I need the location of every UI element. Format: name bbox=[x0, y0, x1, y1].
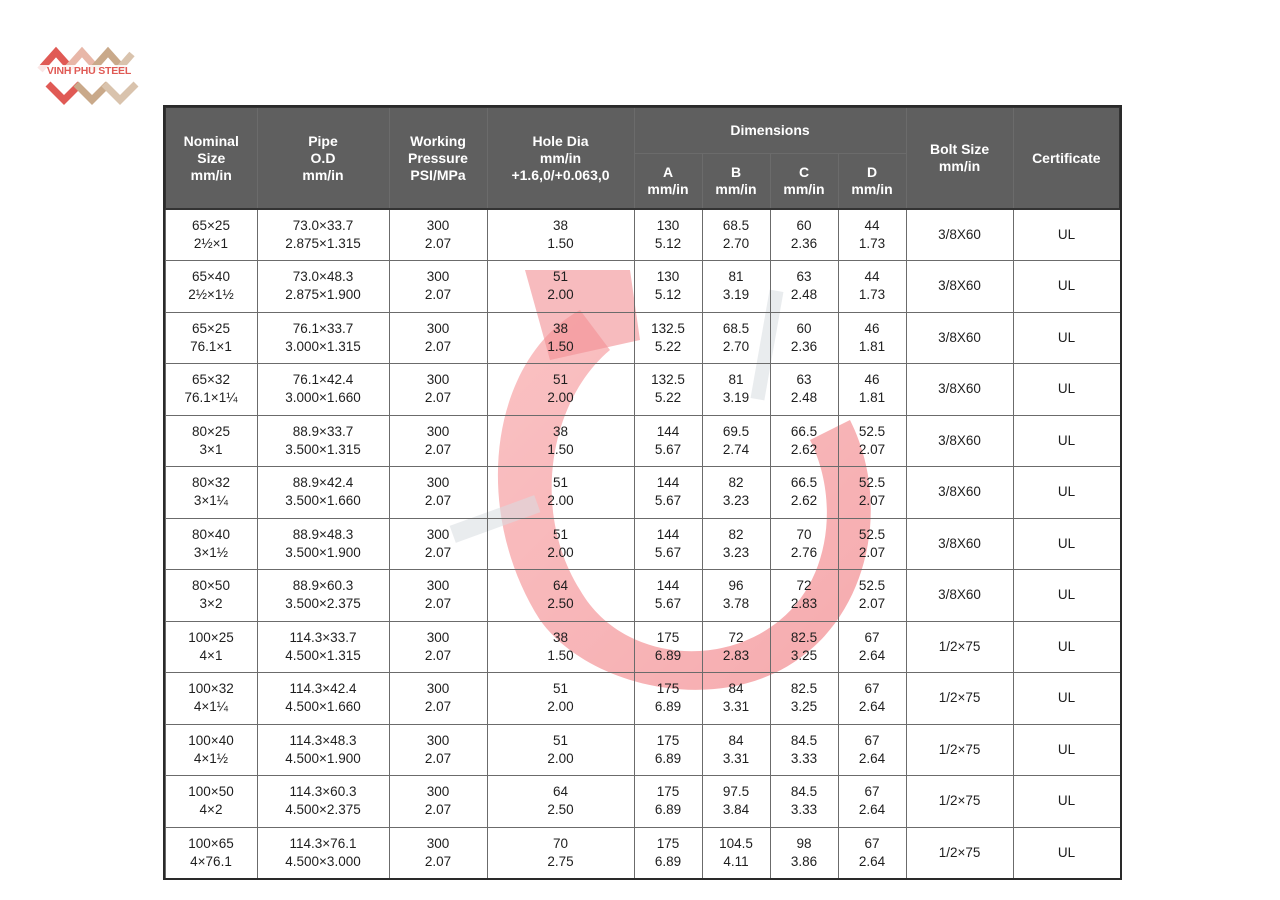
cell-dim-b: 104.5 4.11 bbox=[702, 827, 770, 879]
cell-dim-a: 130 5.12 bbox=[634, 261, 702, 313]
cell-working-pressure: 300 2.07 bbox=[389, 415, 487, 467]
cell-pipe-od: 76.1×33.7 3.000×1.315 bbox=[257, 312, 389, 364]
cell-working-pressure: 300 2.07 bbox=[389, 724, 487, 776]
cell-hole-dia: 38 1.50 bbox=[487, 312, 634, 364]
header-dim-b: B mm/in bbox=[702, 153, 770, 209]
cell-working-pressure: 300 2.07 bbox=[389, 312, 487, 364]
cell-certificate: UL bbox=[1013, 827, 1120, 879]
cell-dim-b: 82 3.23 bbox=[702, 518, 770, 570]
cell-dim-c: 63 2.48 bbox=[770, 364, 838, 416]
cell-hole-dia: 51 2.00 bbox=[487, 724, 634, 776]
cell-dim-c: 60 2.36 bbox=[770, 209, 838, 261]
cell-dim-a: 144 5.67 bbox=[634, 415, 702, 467]
cell-bolt-size: 1/2×75 bbox=[906, 673, 1013, 725]
cell-bolt-size: 1/2×75 bbox=[906, 827, 1013, 879]
cell-dim-c: 66.5 2.62 bbox=[770, 467, 838, 519]
cell-dim-d: 44 1.73 bbox=[838, 209, 906, 261]
cell-hole-dia: 38 1.50 bbox=[487, 209, 634, 261]
cell-dim-b: 96 3.78 bbox=[702, 570, 770, 622]
cell-pipe-od: 76.1×42.4 3.000×1.660 bbox=[257, 364, 389, 416]
cell-pipe-od: 114.3×48.3 4.500×1.900 bbox=[257, 724, 389, 776]
cell-dim-a: 132.5 5.22 bbox=[634, 364, 702, 416]
cell-pipe-od: 73.0×33.7 2.875×1.315 bbox=[257, 209, 389, 261]
cell-dim-a: 144 5.67 bbox=[634, 518, 702, 570]
cell-pipe-od: 88.9×60.3 3.500×2.375 bbox=[257, 570, 389, 622]
header-hole-dia: Hole Dia mm/in +1.6,0/+0.063,0 bbox=[487, 107, 634, 209]
cell-hole-dia: 64 2.50 bbox=[487, 776, 634, 828]
table-row bbox=[165, 467, 1120, 519]
table-body bbox=[165, 209, 1120, 879]
cell-certificate: UL bbox=[1013, 570, 1120, 622]
cell-dim-b: 81 3.19 bbox=[702, 364, 770, 416]
header-pipe-od: Pipe O.D mm/in bbox=[257, 107, 389, 209]
cell-dim-a: 175 6.89 bbox=[634, 673, 702, 725]
cell-certificate: UL bbox=[1013, 415, 1120, 467]
table-row bbox=[165, 621, 1120, 673]
table-row bbox=[165, 570, 1120, 622]
cell-dim-d: 44 1.73 bbox=[838, 261, 906, 313]
cell-dim-a: 130 5.12 bbox=[634, 209, 702, 261]
header-bolt-size: Bolt Size mm/in bbox=[906, 107, 1013, 209]
cell-hole-dia: 51 2.00 bbox=[487, 467, 634, 519]
cell-dim-c: 60 2.36 bbox=[770, 312, 838, 364]
cell-pipe-od: 88.9×48.3 3.500×1.900 bbox=[257, 518, 389, 570]
cell-dim-d: 67 2.64 bbox=[838, 827, 906, 879]
logo-text: VINH PHU STEEL bbox=[36, 65, 142, 77]
header-certificate: Certificate bbox=[1013, 107, 1120, 209]
cell-dim-b: 82 3.23 bbox=[702, 467, 770, 519]
cell-dim-c: 98 3.86 bbox=[770, 827, 838, 879]
cell-dim-b: 81 3.19 bbox=[702, 261, 770, 313]
cell-certificate: UL bbox=[1013, 261, 1120, 313]
cell-working-pressure: 300 2.07 bbox=[389, 209, 487, 261]
cell-nominal-size: 65×25 2½×1 bbox=[165, 209, 257, 261]
cell-hole-dia: 38 1.50 bbox=[487, 621, 634, 673]
cell-working-pressure: 300 2.07 bbox=[389, 261, 487, 313]
cell-working-pressure: 300 2.07 bbox=[389, 570, 487, 622]
cell-pipe-od: 114.3×60.3 4.500×2.375 bbox=[257, 776, 389, 828]
cell-bolt-size: 3/8X60 bbox=[906, 415, 1013, 467]
cell-certificate: UL bbox=[1013, 776, 1120, 828]
cell-nominal-size: 65×25 76.1×1 bbox=[165, 312, 257, 364]
cell-certificate: UL bbox=[1013, 364, 1120, 416]
cell-working-pressure: 300 2.07 bbox=[389, 621, 487, 673]
cell-dim-a: 144 5.67 bbox=[634, 467, 702, 519]
cell-working-pressure: 300 2.07 bbox=[389, 827, 487, 879]
cell-pipe-od: 88.9×33.7 3.500×1.315 bbox=[257, 415, 389, 467]
cell-bolt-size: 3/8X60 bbox=[906, 364, 1013, 416]
cell-dim-d: 46 1.81 bbox=[838, 312, 906, 364]
table-row bbox=[165, 364, 1120, 416]
header-dim-a: A mm/in bbox=[634, 153, 702, 209]
cell-dim-d: 46 1.81 bbox=[838, 364, 906, 416]
cell-dim-c: 72 2.83 bbox=[770, 570, 838, 622]
cell-pipe-od: 114.3×76.1 4.500×3.000 bbox=[257, 827, 389, 879]
cell-bolt-size: 1/2×75 bbox=[906, 776, 1013, 828]
cell-dim-c: 84.5 3.33 bbox=[770, 724, 838, 776]
cell-dim-b: 68.5 2.70 bbox=[702, 209, 770, 261]
cell-dim-b: 72 2.83 bbox=[702, 621, 770, 673]
cell-pipe-od: 114.3×33.7 4.500×1.315 bbox=[257, 621, 389, 673]
cell-dim-a: 175 6.89 bbox=[634, 621, 702, 673]
cell-dim-d: 52.5 2.07 bbox=[838, 415, 906, 467]
cell-dim-b: 68.5 2.70 bbox=[702, 312, 770, 364]
header-dim-d: D mm/in bbox=[838, 153, 906, 209]
header-dim-c: C mm/in bbox=[770, 153, 838, 209]
cell-hole-dia: 51 2.00 bbox=[487, 364, 634, 416]
cell-dim-c: 82.5 3.25 bbox=[770, 621, 838, 673]
cell-dim-d: 52.5 2.07 bbox=[838, 518, 906, 570]
cell-working-pressure: 300 2.07 bbox=[389, 467, 487, 519]
cell-nominal-size: 100×32 4×1¼ bbox=[165, 673, 257, 725]
cell-dim-a: 175 6.89 bbox=[634, 724, 702, 776]
cell-nominal-size: 100×25 4×1 bbox=[165, 621, 257, 673]
cell-working-pressure: 300 2.07 bbox=[389, 364, 487, 416]
cell-working-pressure: 300 2.07 bbox=[389, 518, 487, 570]
cell-dim-b: 69.5 2.74 bbox=[702, 415, 770, 467]
header-nominal-size: Nominal Size mm/in bbox=[165, 107, 257, 209]
cell-certificate: UL bbox=[1013, 724, 1120, 776]
cell-nominal-size: 80×32 3×1¼ bbox=[165, 467, 257, 519]
cell-nominal-size: 65×40 2½×1½ bbox=[165, 261, 257, 313]
cell-hole-dia: 70 2.75 bbox=[487, 827, 634, 879]
table-row bbox=[165, 518, 1120, 570]
cell-dim-d: 52.5 2.07 bbox=[838, 467, 906, 519]
specification-table bbox=[164, 106, 1121, 879]
cell-bolt-size: 3/8X60 bbox=[906, 209, 1013, 261]
table-row bbox=[165, 776, 1120, 828]
cell-bolt-size: 1/2×75 bbox=[906, 621, 1013, 673]
table-row bbox=[165, 724, 1120, 776]
cell-dim-d: 67 2.64 bbox=[838, 673, 906, 725]
cell-bolt-size: 3/8X60 bbox=[906, 570, 1013, 622]
cell-hole-dia: 64 2.50 bbox=[487, 570, 634, 622]
cell-nominal-size: 100×50 4×2 bbox=[165, 776, 257, 828]
cell-dim-c: 63 2.48 bbox=[770, 261, 838, 313]
cell-dim-a: 175 6.89 bbox=[634, 776, 702, 828]
cell-bolt-size: 3/8X60 bbox=[906, 312, 1013, 364]
cell-nominal-size: 100×40 4×1½ bbox=[165, 724, 257, 776]
cell-certificate: UL bbox=[1013, 209, 1120, 261]
cell-bolt-size: 3/8X60 bbox=[906, 467, 1013, 519]
cell-bolt-size: 3/8X60 bbox=[906, 518, 1013, 570]
cell-certificate: UL bbox=[1013, 621, 1120, 673]
cell-dim-a: 144 5.67 bbox=[634, 570, 702, 622]
cell-dim-a: 175 6.89 bbox=[634, 827, 702, 879]
table-row bbox=[165, 209, 1120, 261]
cell-nominal-size: 65×32 76.1×1¼ bbox=[165, 364, 257, 416]
cell-bolt-size: 3/8X60 bbox=[906, 261, 1013, 313]
cell-certificate: UL bbox=[1013, 673, 1120, 725]
cell-dim-a: 132.5 5.22 bbox=[634, 312, 702, 364]
cell-working-pressure: 300 2.07 bbox=[389, 673, 487, 725]
cell-bolt-size: 1/2×75 bbox=[906, 724, 1013, 776]
cell-hole-dia: 51 2.00 bbox=[487, 261, 634, 313]
cell-dim-d: 67 2.64 bbox=[838, 724, 906, 776]
cell-certificate: UL bbox=[1013, 467, 1120, 519]
table-row bbox=[165, 312, 1120, 364]
cell-dim-c: 82.5 3.25 bbox=[770, 673, 838, 725]
cell-dim-d: 52.5 2.07 bbox=[838, 570, 906, 622]
cell-nominal-size: 80×40 3×1½ bbox=[165, 518, 257, 570]
header-working-pressure: Working Pressure PSI/MPa bbox=[389, 107, 487, 209]
cell-dim-c: 70 2.76 bbox=[770, 518, 838, 570]
table-row bbox=[165, 261, 1120, 313]
cell-pipe-od: 73.0×48.3 2.875×1.900 bbox=[257, 261, 389, 313]
cell-dim-c: 66.5 2.62 bbox=[770, 415, 838, 467]
table-row bbox=[165, 415, 1120, 467]
cell-dim-d: 67 2.64 bbox=[838, 776, 906, 828]
header-dimensions: Dimensions bbox=[634, 107, 906, 153]
cell-nominal-size: 100×65 4×76.1 bbox=[165, 827, 257, 879]
cell-nominal-size: 80×50 3×2 bbox=[165, 570, 257, 622]
cell-dim-b: 84 3.31 bbox=[702, 673, 770, 725]
cell-pipe-od: 88.9×42.4 3.500×1.660 bbox=[257, 467, 389, 519]
cell-dim-c: 84.5 3.33 bbox=[770, 776, 838, 828]
cell-certificate: UL bbox=[1013, 312, 1120, 364]
cell-working-pressure: 300 2.07 bbox=[389, 776, 487, 828]
cell-hole-dia: 38 1.50 bbox=[487, 415, 634, 467]
table-row bbox=[165, 827, 1120, 879]
cell-dim-b: 84 3.31 bbox=[702, 724, 770, 776]
cell-hole-dia: 51 2.00 bbox=[487, 673, 634, 725]
cell-nominal-size: 80×25 3×1 bbox=[165, 415, 257, 467]
cell-dim-b: 97.5 3.84 bbox=[702, 776, 770, 828]
cell-dim-d: 67 2.64 bbox=[838, 621, 906, 673]
cell-pipe-od: 114.3×42.4 4.500×1.660 bbox=[257, 673, 389, 725]
table-row bbox=[165, 673, 1120, 725]
cell-certificate: UL bbox=[1013, 518, 1120, 570]
cell-hole-dia: 51 2.00 bbox=[487, 518, 634, 570]
